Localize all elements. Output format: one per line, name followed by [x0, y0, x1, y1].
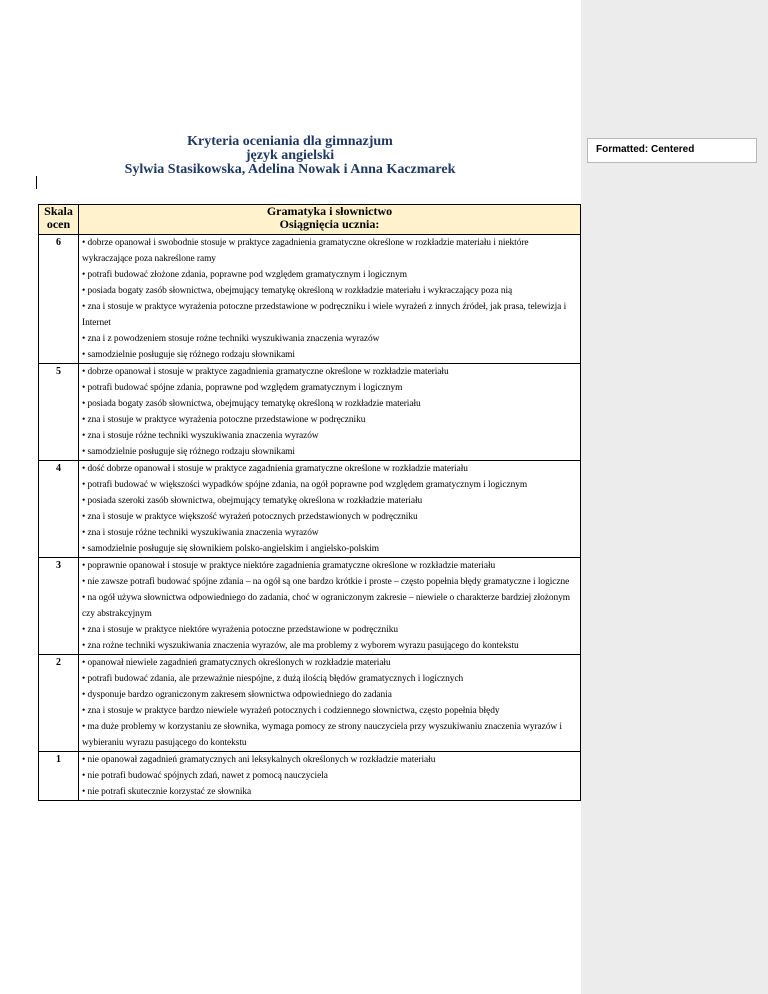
title-line: język angielski: [245, 148, 335, 163]
criteria-item: • ma duże problemy w korzystaniu ze słownika, wymaga pomocy ze strony nauczyciela przy wyszukiwaniu znaczenia wyrazów i wybieraniu wyrazu pasującego do kontekstu: [82, 722, 562, 748]
criteria-item: • opanował niewiele zagadnień gramatycznych określonych w rozkładzie materiału: [82, 658, 391, 668]
grade-cell: 2: [39, 655, 79, 752]
title-line: Kryteria oceniania dla gimnazjum: [187, 134, 393, 149]
header-scale-line: ocen: [46, 217, 71, 231]
criteria-item: • nie opanował zagadnień gramatycznych ani leksykalnych określonych w rozkładzie materiału: [82, 755, 436, 765]
criteria-item: • poprawnie opanował i stosuje w praktyce niektóre zagadnienia gramatyczne określone w rozkładzie materiału: [82, 561, 496, 571]
criteria-item: • posiada szeroki zasób słownictwa, obejmujący tematykę określona w rozkładzie materiału: [82, 496, 423, 506]
criteria-item: • potrafi budować zdania, ale przeważnie niespójne, z dużą ilością błędów gramatycznych i logicznych: [82, 674, 464, 684]
criteria-item: • dysponuje bardzo ograniczonym zakresem słownictwa odpowiedniego do zadania: [82, 690, 392, 700]
criteria-cell: [79, 558, 581, 655]
criteria-item: • posiada bogaty zasób słownictwa, obejmujący tematykę określoną w rozkładzie materiału: [82, 399, 421, 409]
document-title: [30, 135, 550, 177]
criteria-cell: [79, 752, 581, 801]
criteria-item: • zna i stosuje w praktyce wyrażenia potoczne przedstawione w podręczniku: [82, 415, 366, 425]
grade-cell: 3: [39, 558, 79, 655]
table-row: [39, 655, 581, 752]
criteria-item: • zna i z powodzeniem stosuje rożne techniki wyszukiwania znaczenia wyrazów: [82, 334, 380, 344]
header-scale: [39, 205, 79, 235]
criteria-item: • zna rożne techniki wyszukiwania znaczenia wyrazów, ale ma problemy z wyborem wyrazu pasującego do kontekstu: [82, 641, 519, 651]
criteria-item: • samodzielnie posługuje się różnego rodzaju słownikami: [82, 350, 295, 360]
criteria-item: • na ogół używa słownictwa odpowiedniego do zadania, choć w ograniczonym zakresie – niewiele o charakterze bardziej złożonym czy abstrakcyjnym: [82, 593, 571, 619]
table-header-row: [39, 205, 581, 235]
criteria-item: • samodzielnie posługuje się słownikiem polsko-angielskim i angielsko-polskim: [82, 544, 380, 554]
table-row: [39, 364, 581, 461]
header-main-line: Gramatyka i słownictwo: [266, 204, 393, 218]
criteria-item: • posiada bogaty zasób słownictwa, obejmujący tematykę określoną w rozkładzie materiału i wykraczający poza nią: [82, 286, 513, 296]
grading-table: [38, 204, 581, 801]
table-row: [39, 461, 581, 558]
header-main: [79, 205, 581, 235]
criteria-item: • potrafi budować w większości wypadków spójne zdania, na ogół poprawne pod względem gramatycznym i logicznym: [82, 480, 528, 490]
table-row: [39, 235, 581, 364]
criteria-item: • dość dobrze opanował i stosuje w praktyce zagadnienia gramatyczne określone w rozkładzie materiału: [82, 464, 468, 474]
grade-cell: 1: [39, 752, 79, 801]
grade-cell: 6: [39, 235, 79, 364]
grade-cell: 5: [39, 364, 79, 461]
table-row: [39, 752, 581, 801]
criteria-item: • zna i stosuje różne techniki wyszukiwania znaczenia wyrazów: [82, 431, 319, 441]
grade-cell: 4: [39, 461, 79, 558]
criteria-cell: [79, 655, 581, 752]
criteria-cell: [79, 364, 581, 461]
criteria-item: • zna i stosuje różne techniki wyszukiwania znaczenia wyrazów: [82, 528, 319, 538]
header-scale-line: Skala: [44, 204, 73, 218]
comment-label: Formatted: Centered: [596, 144, 695, 155]
criteria-item: • potrafi budować spójne zdania, poprawne pod względem gramatycznym i logicznym: [82, 383, 403, 393]
text-cursor: [36, 176, 37, 189]
table-row: [39, 558, 581, 655]
criteria-item: • zna i stosuje w praktyce bardzo niewiele wyrażeń potocznych i codziennego słownictwa, często popełnia błędy: [82, 706, 500, 716]
criteria-cell: [79, 461, 581, 558]
criteria-item: • nie zawsze potrafi budować spójne zdania – na ogół są one bardzo krótkie i proste – często popełnia błędy gramatyczne i logiczne: [82, 577, 570, 587]
criteria-item: • samodzielnie posługuje się różnego rodzaju słownikami: [82, 447, 295, 457]
title-line: Sylwia Stasikowska, Adelina Nowak i Anna Kaczmarek: [124, 162, 456, 177]
criteria-cell: [79, 235, 581, 364]
criteria-item: • nie potrafi budować spójnych zdań, nawet z pomocą nauczyciela: [82, 771, 328, 781]
criteria-item: • dobrze opanował i swobodnie stosuje w praktyce zagadnienia gramatyczne określone w rozkładzie materiału i niektóre wykraczające poza nakreślone ramy: [82, 238, 529, 264]
criteria-item: • zna i stosuje w praktyce większość wyrażeń potocznych przedstawionych w podręczniku: [82, 512, 418, 522]
criteria-item: • potrafi budować złożone zdania, poprawne pod względem gramatycznym i logicznym: [82, 270, 407, 280]
header-main-line: Osiągnięcia ucznia:: [279, 217, 380, 231]
formatting-comment-box[interactable]: [587, 138, 757, 163]
criteria-item: • zna i stosuje w praktyce wyrażenia potoczne przedstawione w podręczniku i wiele wyrażeń z innych źródeł, jak prasa, telewizja i Internet: [82, 302, 567, 328]
criteria-item: • dobrze opanował i stosuje w praktyce zagadnienia gramatyczne określone w rozkładzie materiału: [82, 367, 449, 377]
criteria-item: • zna i stosuje w praktyce niektóre wyrażenia potoczne przedstawione w podręczniku: [82, 625, 398, 635]
criteria-item: • nie potrafi skutecznie korzystać ze słownika: [82, 787, 252, 797]
